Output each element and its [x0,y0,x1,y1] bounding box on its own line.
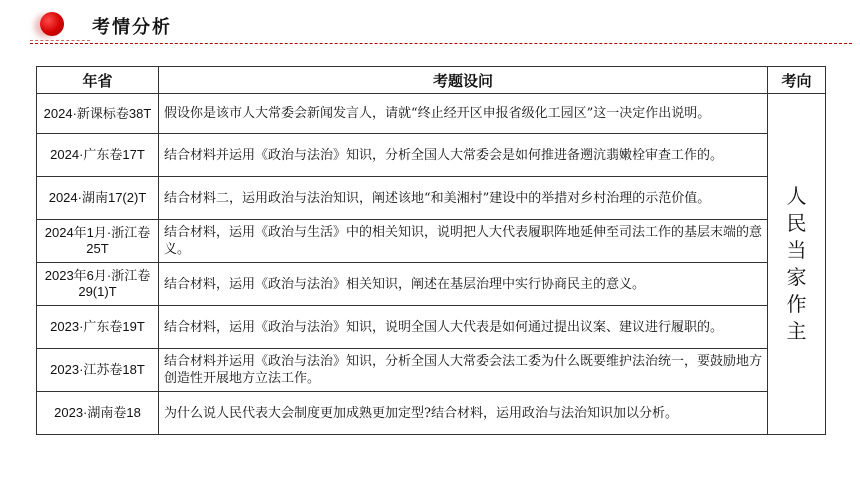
direction-label: 人民当家作主 [786,184,807,343]
row-year: 2024·广东卷17T [37,134,159,177]
header-divider [30,43,852,44]
page-title: 考情分析 [92,17,172,38]
row-year: 2024·新课标卷38T [37,94,159,134]
row-question: 结合材料，运用《政治与生活》中的相关知识，说明把人大代表履职阵地延伸至司法工作的基层末端的意义。 [159,220,768,263]
row-question: 结合材料，运用《政治与法治》知识，说明全国人大代表是如何通过提出议案、建议进行履职的。 [159,306,768,349]
row-question: 假设你是该市人大常委会新闻发言人，请就“终止经开区申报省级化工园区”这一决定作出说明。 [159,94,768,134]
row-year: 2023·江苏卷18T [37,349,159,392]
row-year: 2023年6月·浙江卷29(1)T [37,263,159,306]
row-question: 结合材料，运用《政治与法治》相关知识，阐述在基层治理中实行协商民主的意义。 [159,263,768,306]
red-dot-icon [40,12,64,36]
row-question: 结合材料并运用《政治与法治》知识，分析全国人大常委会是如何推进备遡沆翡嫩栓审查工作的。 [159,134,768,177]
table-row [37,177,826,220]
column-header-question: 考题设问 [159,67,768,94]
row-question: 结合材料二，运用政治与法治知识，阐述该地“和美湘村”建设中的举措对乡村治理的示范价值。 [159,177,768,220]
row-year: 2023·湖南卷18 [37,392,159,435]
table-row [37,349,826,392]
row-year: 2024年1月·浙江卷25T [37,220,159,263]
row-question: 结合材料并运用《政治与法治》知识，分析全国人大常委会法工委为什么既要维护法治统一，要鼓励地方创造性开展地方立法工作。 [159,349,768,392]
table-row [37,306,826,349]
table-row [37,392,826,435]
header-divider-short [30,40,90,41]
column-header-year: 年省 [37,67,159,94]
row-year: 2023·广东卷19T [37,306,159,349]
row-question: 为什么说人民代表大会制度更加成熟更加定型?结合材料，运用政治与法治知识加以分析。 [159,392,768,435]
column-header-direction: 考向 [768,67,826,94]
section-header [0,0,860,50]
table-row [37,220,826,263]
table-row [37,134,826,177]
table-row [37,94,826,134]
exam-analysis-table [36,66,826,435]
direction-cell [768,94,826,435]
row-year: 2024·湖南17(2)T [37,177,159,220]
table-row [37,263,826,306]
table-header-row [37,67,826,94]
